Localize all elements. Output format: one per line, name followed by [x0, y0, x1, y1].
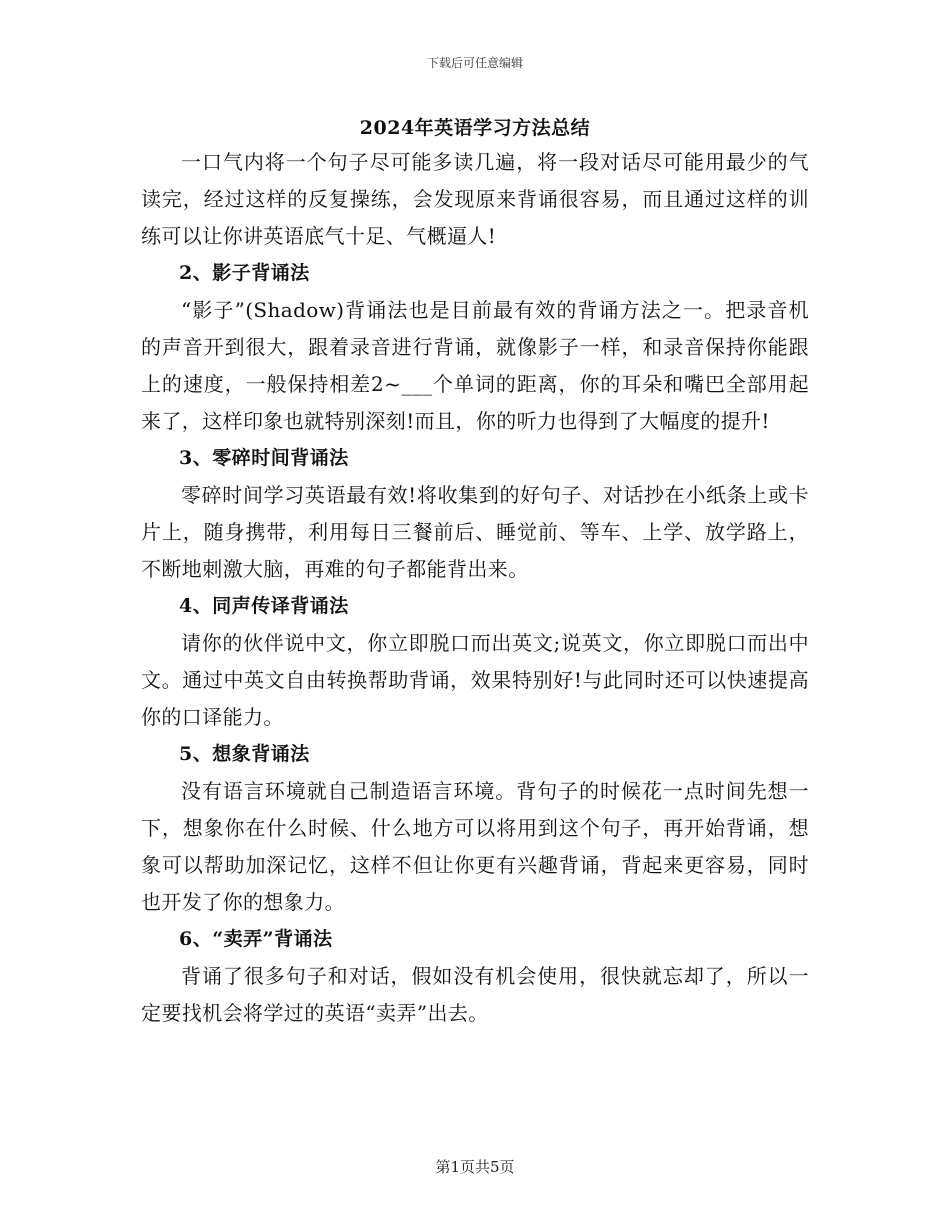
section-paragraph-show-off: 背诵了很多句子和对话，假如没有机会使用，很快就忘却了，所以一定要找机会将学过的英语“卖弄”出去。: [141, 964, 809, 1025]
section-heading-spare-time: 3、零碎时间背诵法: [179, 447, 349, 469]
section-heading-imagination: 5、想象背诵法: [179, 743, 310, 765]
document-title: 2024年英语学习方法总结: [359, 117, 591, 139]
document-body: [141, 144, 809, 1032]
header-note: 下载后可任意编辑: [426, 56, 523, 70]
section-paragraph-interpretation: 请你的伙伴说中文，你立即脱口而出英文;说英文，你立即脱口而出中文。通过中英文自由转换帮助背诵，效果特别好!与此同时还可以快速提高你的口译能力。: [141, 631, 809, 729]
section-heading-interpretation: 4、同声传译背诵法: [179, 595, 349, 617]
section-heading-shadow: 2、影子背诵法: [179, 262, 310, 284]
section-paragraph-imagination: 没有语言环境就自己制造语言环境。背句子的时候花一点时间先想一下，想象你在什么时候、什么地方可以将用到这个句子，再开始背诵，想象可以帮助加深记忆，这样不但让你更有兴趣背诵，背起来更容易，同时也开发了你的想象力。: [141, 779, 809, 914]
section-heading-show-off: 6、“卖弄”背诵法: [179, 928, 333, 950]
section-paragraph-spare-time: 零碎时间学习英语最有效!将收集到的好句子、对话抄在小纸条上或卡片上，随身携带，利用每日三餐前后、睡觉前、等车、上学、放学路上，不断地刺激大脑，再难的句子都能背出来。: [141, 483, 809, 581]
intro-paragraph: 一口气内将一个句子尽可能多读几遍，将一段对话尽可能用最少的气读完，经过这样的反复操练，会发现原来背诵很容易，而且通过这样的训练可以让你讲英语底气十足、气概逼人!: [141, 150, 809, 248]
section-paragraph-shadow: “影子”(Shadow)背诵法也是目前最有效的背诵方法之一。把录音机的声音开到很大，跟着录音进行背诵，就像影子一样，和录音保持你能跟上的速度，一般保持相差2~___个单词的距离，你的耳朵和嘴巴全部用起来了，这样印象也就特别深刻!而且，你的听力也得到了大幅度的提升!: [141, 298, 809, 433]
page-indicator: 第1页共5页: [435, 1158, 515, 1176]
